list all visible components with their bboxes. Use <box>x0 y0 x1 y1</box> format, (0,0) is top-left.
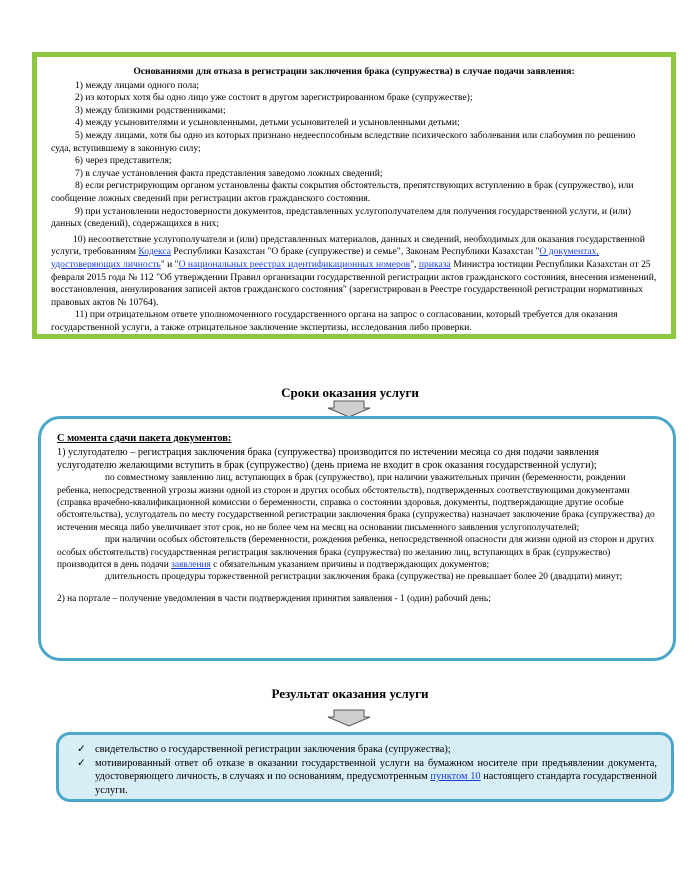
refusal-ground-item-10 <box>51 234 657 310</box>
item10-text: 10) несоответствие услугополучателя и (или) представленных материалов, данных и сведений, необходимых для оказания государственной услуги, требованиям <box>51 233 645 258</box>
terms-text: с обязательным указанием причины и подтверждающих документов; <box>210 560 490 571</box>
check-icon: ✓ <box>77 757 86 769</box>
terms-paragraph: 2) на портале – получение уведомления в части подтверждения принятия заявления - 1 (один) рабочий день; <box>57 593 491 604</box>
national-registers-law-link[interactable]: О национальных реестрах идентификационных номеров <box>178 258 411 270</box>
terms-box <box>38 416 676 661</box>
refusal-ground-item: 1) между лицами одного пола; <box>75 79 200 91</box>
codex-link[interactable]: Кодекса <box>138 246 172 258</box>
result-item-text: свидетельство о государственной регистрации заключения брака (супружества); <box>95 744 451 755</box>
result-title: Результат оказания услуги <box>271 686 429 701</box>
result-box <box>56 732 674 802</box>
identity-documents-law-link[interactable]: О документах, удостоверяющих личность <box>51 246 599 270</box>
refusal-ground-item: 3) между близкими родственниками; <box>75 104 226 116</box>
terms-title: Сроки оказания услуги <box>281 385 419 400</box>
refusal-grounds-title: Основаниями для отказа в регистрации заключения брака (супружества) в случае подачи заявления: <box>133 66 575 77</box>
refusal-ground-item: 2) из которых хотя бы одно лицо уже состоит в другом зарегистрированном браке (супружестве); <box>75 92 473 104</box>
refusal-ground-item: 9) при установлении недостоверности документов, представленных услугополучателем для получения государственной услуги, и (или) данных (сведений), содержащихся в них; <box>51 205 631 230</box>
result-item-text: настоящего стандарта государственной услуги. <box>95 771 657 796</box>
refusal-ground-item: 4) между усыновителями и усыновленными, детьми усыновителей и усыновленными детьми; <box>75 117 460 129</box>
result-item <box>77 757 657 798</box>
check-icon: ✓ <box>77 744 86 755</box>
terms-text: при наличии особых обстоятельств (беременности, рождения ребенка, непосредственной опасности для жизни одной из сторон и других особых обстоятельств) государственная регистрация заключения брака (супружества) по желанию лиц, вступающих в брак (супружество) производится в день подачи <box>57 535 655 571</box>
item10-text: ", <box>410 258 419 270</box>
refusal-ground-item: 7) в случае установления факта представления заведомо ложных сведений; <box>75 167 383 179</box>
terms-paragraph: 1) услугодателю – регистрация заключения брака (супружества) производится по истечении месяца со дня подачи заявления услугодателю желающими вступить в брак (супружество) (день приема не входит в срок оказания государственной услуги); <box>57 447 599 471</box>
item10-text: " и " <box>160 258 179 270</box>
terms-head: С момента сдачи пакета документов: <box>57 433 232 444</box>
result-list <box>77 743 657 797</box>
result-item <box>77 743 657 757</box>
terms-paragraph <box>57 534 657 571</box>
refusal-ground-item: 11) при отрицательном ответе уполномоченного государственного органа на запрос о согласовании, который требуется для оказания государственной услуги, а также отрицательное заключение экспертизы, исследования либо проверки. <box>51 309 618 333</box>
item10-text: Министра юстиции Республики Казахстан от 25 февраля 2015 года № 112 "Об утверждении Правил организации государственной регистрации актов гражданского состояния, внесения изменений, восстановления, аннулирования записей актов гражданского состояния" (зарегистрирован в Реестре государственной регистрации нормативных правовых актов № 10764). <box>51 258 657 308</box>
refusal-ground-item: 8) если регистрирующим органом установлены факты сокрытия обстоятельств, препятствующих вступлению в брак (супружество), или сообщение ложных сведений при регистрации актов гражданского состояния. <box>51 180 634 204</box>
application-link[interactable]: заявления <box>171 560 211 571</box>
refusal-ground-item: 6) через представителя; <box>75 155 172 167</box>
refusal-ground-item: 5) между лицами, хотя бы одно из которых признано недееспособным вследствие психического заболевания или слабоумия по решению суда, вступившему в законную силу; <box>51 129 636 154</box>
point-10-link[interactable]: пунктом 10 <box>430 771 481 783</box>
terms-paragraph: длительность процедуры торжественной регистрации заключения брака (супружества) не превышает более 20 (двадцати) минут; <box>105 572 623 583</box>
result-item-text: мотивированный ответ об отказе в оказании государственной услуги на бумажном носителе при предъявлении документа, удостоверяющего личность, в случаях и по основаниям, предусмотренным <box>95 757 657 783</box>
order-link[interactable]: приказа <box>418 258 451 270</box>
down-arrow-icon <box>326 709 372 727</box>
terms-paragraph: по совместному заявлению лиц, вступающих в брак (супружество), при наличии уважительных причин (беременности, рождении ребенка, непосредственной угрозы жизни одной из сторон и других особых обстоятельств), подтвержденных соответствующими документами (справка врачебно-квалификационной комиссии о беременности, справка о состоянии здоровья, документы, подтверждающие другие особые обстоятельства), услугодатель по месту государственной регистрации заключения брака (супружества) назначает заключение брака (супружества) до истечения месяца либо увеличивает этот срок, но не более чем на месяц на основании письменного заявления услугополучателей; <box>57 473 655 533</box>
refusal-grounds-box <box>32 52 676 339</box>
item10-text: Республики Казахстан "О браке (супружестве) и семье", Законам Республики Казахстан " <box>171 246 540 258</box>
